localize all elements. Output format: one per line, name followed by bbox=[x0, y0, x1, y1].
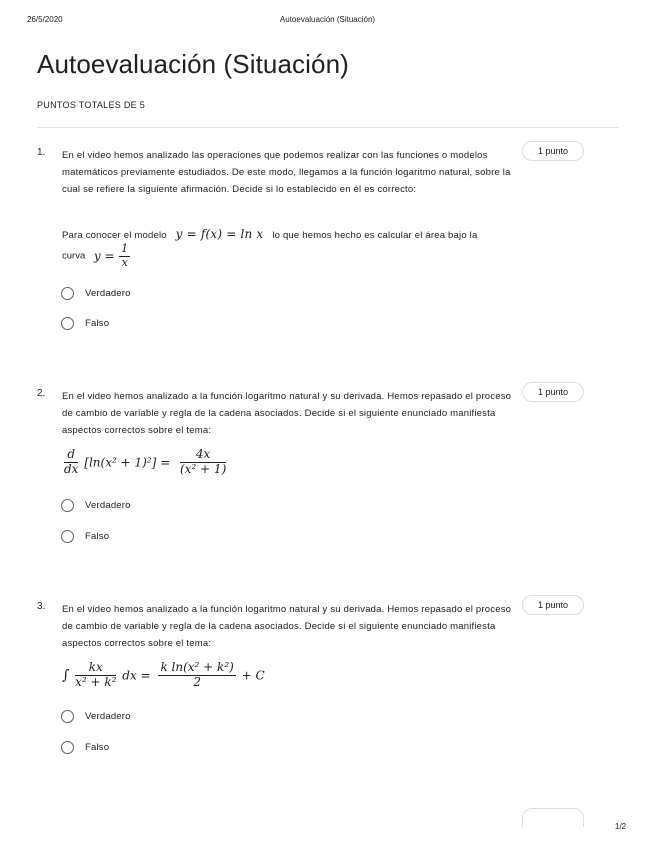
option-label: Falso bbox=[85, 742, 110, 753]
option-label: Falso bbox=[85, 531, 110, 542]
fraction-numerator: kx bbox=[75, 661, 116, 676]
formula-dx: dx = bbox=[122, 668, 151, 683]
formula-constant: + C bbox=[241, 668, 265, 683]
option-label: Falso bbox=[85, 318, 110, 329]
fraction-denominator: (x² + 1) bbox=[179, 461, 227, 476]
fraction-numerator: 1 bbox=[121, 242, 129, 255]
option-label: Verdadero bbox=[85, 711, 131, 722]
formula-curve-lhs: y = bbox=[93, 249, 115, 264]
formula-derivative bbox=[62, 448, 228, 477]
statement-curve-word: curva bbox=[62, 250, 86, 262]
question-text: En el video hemos analizado a la función logaritmo natural y su derivada. Hemos repasado el proceso de cambio de variable y regla de la cadena asociados. Decide si el siguiente enunciado manifiesta aspectos correctos sobre el tema: bbox=[62, 391, 512, 436]
fraction-denominator: x² + k² bbox=[75, 674, 117, 689]
total-points: PUNTOS TOTALES DE 5 bbox=[37, 100, 146, 110]
points-badge: 1 punto bbox=[522, 382, 584, 402]
formula-rhs-fraction bbox=[158, 661, 235, 690]
radio-button[interactable] bbox=[61, 287, 74, 300]
fraction-denominator: 2 bbox=[193, 674, 201, 689]
question-number: 2. bbox=[37, 388, 46, 399]
formula-curve-fraction bbox=[119, 243, 130, 269]
fraction-numerator: 4x bbox=[180, 448, 226, 463]
radio-button[interactable] bbox=[61, 317, 74, 330]
statement-line-1 bbox=[62, 227, 532, 241]
divider bbox=[37, 127, 619, 128]
print-date: 26/5/2020 bbox=[27, 15, 63, 24]
option-label: Verdadero bbox=[85, 288, 131, 299]
formula-bracket: [ln(x² + 1)²] = bbox=[84, 455, 171, 470]
fraction-numerator: d bbox=[64, 448, 78, 463]
formula-lhs-fraction bbox=[75, 661, 116, 690]
radio-button[interactable] bbox=[61, 499, 74, 512]
derivative-operator bbox=[64, 448, 78, 477]
radio-button[interactable] bbox=[61, 710, 74, 723]
question-number: 1. bbox=[37, 147, 46, 158]
print-doc-title: Autoevaluación (Situación) bbox=[279, 15, 376, 24]
points-badge: 1 punto bbox=[522, 595, 584, 615]
statement-text-after: lo que hemos hecho es calcular el área bajo la bbox=[272, 230, 478, 241]
question-text: En el video hemos analizado a la función logaritmo natural y su derivada. Hemos repasado el proceso de cambio de variable y regla de la cadena asociados. Decide si el siguiente enunciado manifiesta aspectos correctos sobre el tema: bbox=[62, 604, 512, 649]
fraction-denominator: dx bbox=[64, 461, 79, 476]
points-badge: 1 punto bbox=[522, 141, 584, 161]
fraction-numerator: k ln(x² + k²) bbox=[160, 660, 234, 674]
option-label: Verdadero bbox=[85, 500, 131, 511]
statement-text-before: Para conocer el modelo bbox=[62, 230, 167, 241]
statement-line-2 bbox=[62, 243, 132, 269]
formula-integral bbox=[62, 661, 265, 690]
formula-model: y = f(x) = ln x bbox=[175, 227, 264, 241]
question-number: 3. bbox=[37, 601, 46, 612]
question-text: En el video hemos analizado las operaciones que podemos realizar con las funciones o modelos matemáticos previamente estudiados. De este modo, llegamos a la función logaritmo natural, sobre la cual se refiere la siguiente afirmación. Decide si lo establecido en él es correcto: bbox=[62, 150, 511, 195]
page-number: 1/2 bbox=[615, 822, 627, 831]
radio-button[interactable] bbox=[61, 741, 74, 754]
radio-button[interactable] bbox=[61, 530, 74, 543]
fraction-denominator: x bbox=[121, 255, 128, 269]
integral-sign: ∫ bbox=[62, 667, 70, 684]
page-title: Autoevaluación (Situación) bbox=[37, 49, 349, 79]
points-badge-partial bbox=[522, 808, 584, 827]
formula-rhs-fraction bbox=[180, 448, 226, 477]
